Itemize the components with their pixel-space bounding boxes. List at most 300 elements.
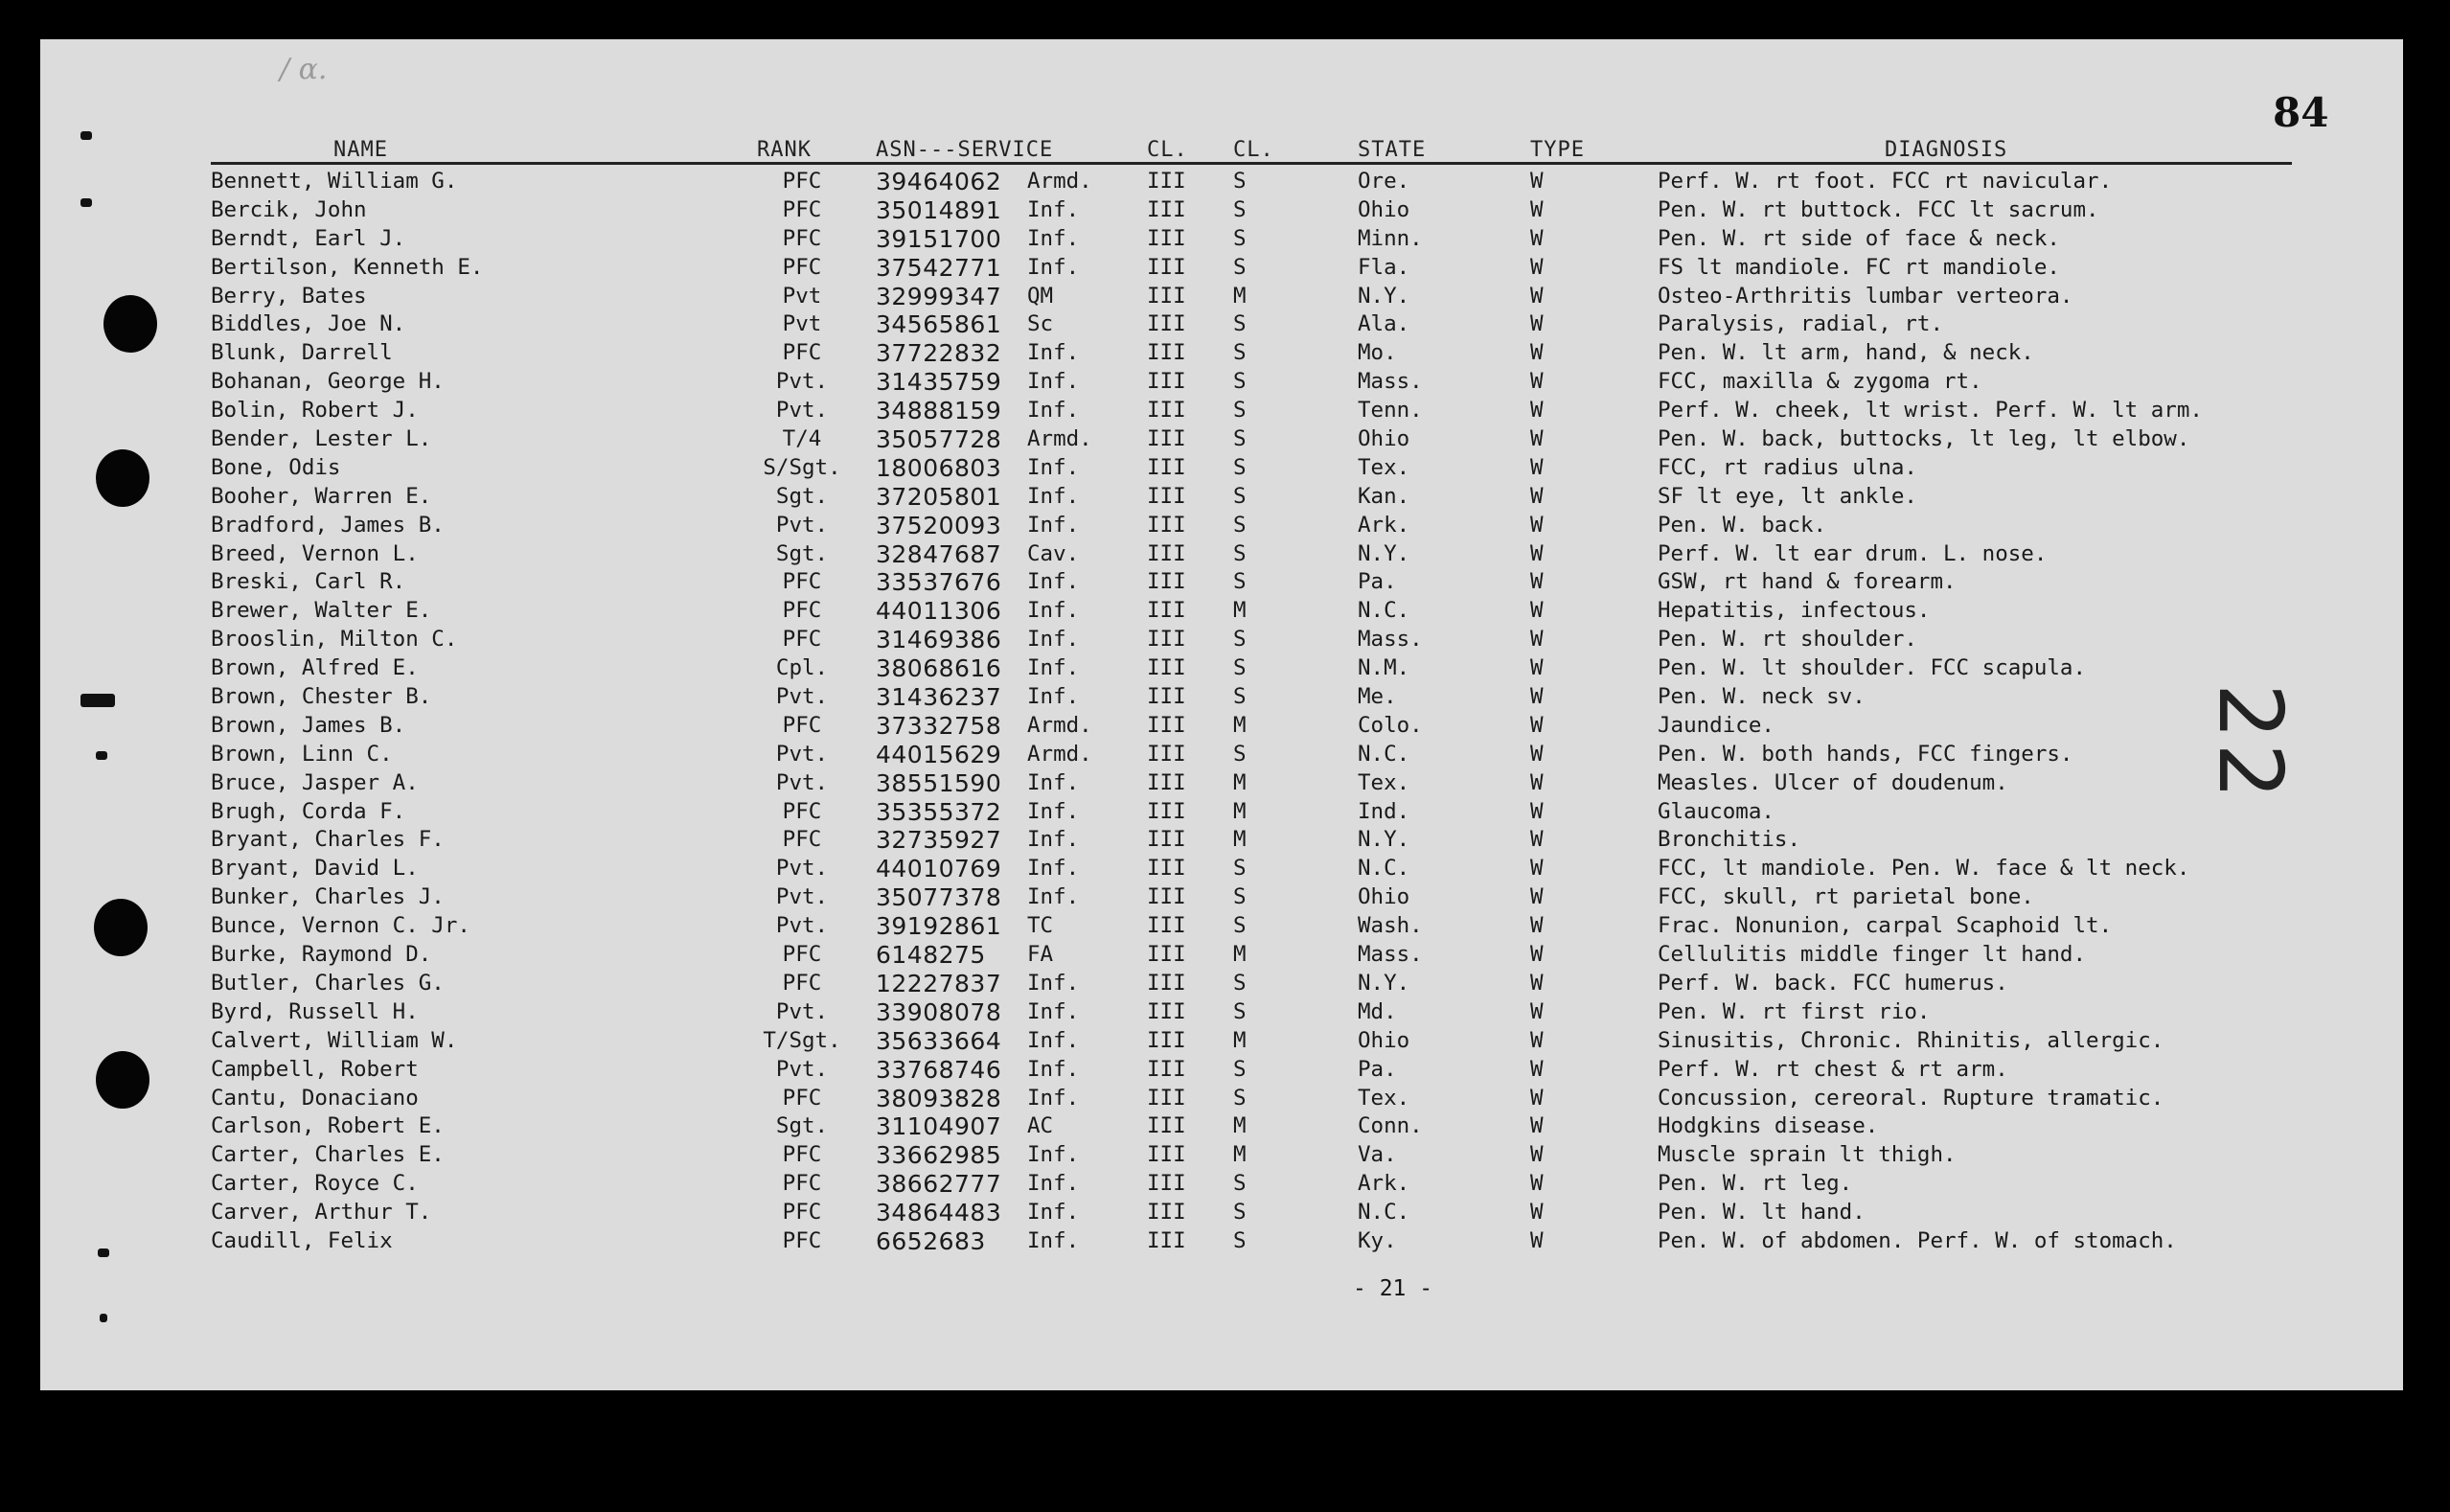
state-cell: Wash. <box>1358 913 1423 939</box>
serial-number-cell: 35014891 <box>876 195 1002 224</box>
service-cell: Inf. <box>1027 1027 1080 1053</box>
name-cell: Bryant, Charles F. <box>211 827 445 853</box>
class-2-cell: S <box>1233 483 1247 509</box>
name-cell: Caudill, Felix <box>211 1227 393 1253</box>
type-cell: W <box>1530 1200 1544 1226</box>
class-1-cell: III <box>1147 1056 1186 1082</box>
name-cell: Brown, James B. <box>211 712 406 738</box>
class-1-cell: III <box>1147 1142 1186 1168</box>
class-1-cell: III <box>1147 998 1186 1024</box>
type-cell: W <box>1530 684 1544 710</box>
type-cell: W <box>1530 655 1544 681</box>
service-cell: Inf. <box>1027 398 1080 424</box>
rank-cell: Pvt <box>782 283 822 309</box>
service-cell: Inf. <box>1027 369 1080 395</box>
serial-number-cell: 31435759 <box>876 368 1002 397</box>
name-cell: Bryant, David L. <box>211 856 419 882</box>
diagnosis-cell: Cellulitis middle finger lt hand. <box>1658 942 2087 968</box>
table-row <box>40 1170 2403 1199</box>
diagnosis-cell: Muscle sprain lt thigh. <box>1658 1142 1957 1168</box>
name-cell: Brewer, Walter E. <box>211 598 432 624</box>
name-cell: Brown, Chester B. <box>211 684 432 710</box>
type-cell: W <box>1530 311 1544 337</box>
state-cell: Md. <box>1358 998 1397 1024</box>
diagnosis-cell: Paralysis, radial, rt. <box>1658 311 1944 337</box>
serial-number-cell: 33908078 <box>876 997 1002 1026</box>
type-cell: W <box>1530 798 1544 824</box>
class-2-cell: S <box>1233 398 1247 424</box>
state-cell: N.C. <box>1358 598 1410 624</box>
diagnosis-cell: Pen. W. back. <box>1658 512 1827 538</box>
diagnosis-cell: Frac. Nonunion, carpal Scaphoid lt. <box>1658 913 2113 939</box>
class-2-cell: S <box>1233 1171 1247 1197</box>
service-cell: Cav. <box>1027 540 1080 566</box>
serial-number-cell: 18006803 <box>876 453 1002 482</box>
table-row <box>40 283 2403 311</box>
rank-cell: S/Sgt. <box>763 454 841 480</box>
class-1-cell: III <box>1147 512 1186 538</box>
service-cell: Inf. <box>1027 598 1080 624</box>
type-cell: W <box>1530 942 1544 968</box>
state-cell: Me. <box>1358 684 1397 710</box>
class-2-cell: M <box>1233 942 1247 968</box>
state-cell: Ark. <box>1358 512 1410 538</box>
class-1-cell: III <box>1147 798 1186 824</box>
diagnosis-cell: Perf. W. cheek, lt wrist. Perf. W. lt arm. <box>1658 398 2203 424</box>
serial-number-cell: 44015629 <box>876 740 1002 768</box>
class-2-cell: S <box>1233 1056 1247 1082</box>
rank-cell: PFC <box>782 1142 822 1168</box>
class-2-cell: S <box>1233 340 1247 366</box>
rank-cell: PFC <box>782 598 822 624</box>
class-1-cell: III <box>1147 569 1186 595</box>
table-row <box>40 512 2403 540</box>
header-rank: RANK <box>757 138 812 162</box>
rank-cell: T/4 <box>782 426 822 452</box>
type-cell: W <box>1530 196 1544 222</box>
serial-number-cell: 37520093 <box>876 511 1002 539</box>
class-2-cell: S <box>1233 913 1247 939</box>
table-row <box>40 826 2403 855</box>
table-row <box>40 970 2403 998</box>
table-row <box>40 1056 2403 1085</box>
service-cell: Inf. <box>1027 827 1080 853</box>
serial-number-cell: 32735927 <box>876 826 1002 855</box>
service-cell: Inf. <box>1027 655 1080 681</box>
type-cell: W <box>1530 712 1544 738</box>
type-cell: W <box>1530 1227 1544 1253</box>
rank-cell: Pvt. <box>775 398 829 424</box>
type-cell: W <box>1530 1085 1544 1111</box>
name-cell: Bennett, William G. <box>211 169 458 194</box>
name-cell: Bruce, Jasper A. <box>211 769 419 795</box>
service-cell: Sc <box>1027 311 1054 337</box>
service-cell: QM <box>1027 283 1054 309</box>
state-cell: N.C. <box>1358 1200 1410 1226</box>
roster-table-body <box>40 168 2403 1256</box>
class-2-cell: S <box>1233 512 1247 538</box>
class-1-cell: III <box>1147 454 1186 480</box>
rank-cell: PFC <box>782 798 822 824</box>
type-cell: W <box>1530 769 1544 795</box>
pencil-mark: / ɑ. <box>280 53 328 86</box>
class-1-cell: III <box>1147 225 1186 251</box>
class-1-cell: III <box>1147 283 1186 309</box>
serial-number-cell: 44010769 <box>876 855 1002 883</box>
name-cell: Bertilson, Kenneth E. <box>211 254 484 280</box>
name-cell: Bolin, Robert J. <box>211 398 419 424</box>
name-cell: Booher, Warren E. <box>211 483 432 509</box>
class-2-cell: S <box>1233 454 1247 480</box>
serial-number-cell: 34888159 <box>876 397 1002 425</box>
serial-number-cell: 12227837 <box>876 969 1002 997</box>
class-1-cell: III <box>1147 1171 1186 1197</box>
type-cell: W <box>1530 1027 1544 1053</box>
table-row <box>40 483 2403 512</box>
state-cell: Tex. <box>1358 454 1410 480</box>
serial-number-cell: 35077378 <box>876 883 1002 912</box>
service-cell: Inf. <box>1027 970 1080 996</box>
class-2-cell: S <box>1233 426 1247 452</box>
rank-cell: PFC <box>782 970 822 996</box>
class-2-cell: S <box>1233 225 1247 251</box>
class-2-cell: M <box>1233 1113 1247 1139</box>
rank-cell: Sgt. <box>775 483 829 509</box>
rank-cell: T/Sgt. <box>763 1027 841 1053</box>
diagnosis-cell: Osteo-Arthritis lumbar verteora. <box>1658 283 2073 309</box>
table-row <box>40 1141 2403 1170</box>
serial-number-cell: 6652683 <box>876 1226 986 1255</box>
serial-number-cell: 33768746 <box>876 1055 1002 1084</box>
name-cell: Bradford, James B. <box>211 512 445 538</box>
class-2-cell: S <box>1233 311 1247 337</box>
diagnosis-cell: FS lt mandiole. FC rt mandiole. <box>1658 254 2060 280</box>
name-cell: Carter, Charles E. <box>211 1142 445 1168</box>
diagnosis-cell: FCC, rt radius ulna. <box>1658 454 1917 480</box>
type-cell: W <box>1530 540 1544 566</box>
rank-cell: Sgt. <box>775 540 829 566</box>
table-row <box>40 683 2403 712</box>
service-cell: Armd. <box>1027 426 1092 452</box>
state-cell: Pa. <box>1358 569 1397 595</box>
serial-number-cell: 33537676 <box>876 568 1002 597</box>
name-cell: Calvert, William W. <box>211 1027 458 1053</box>
service-cell: Inf. <box>1027 798 1080 824</box>
rank-cell: Pvt. <box>775 512 829 538</box>
state-cell: Ala. <box>1358 311 1410 337</box>
class-2-cell: S <box>1233 1200 1247 1226</box>
class-2-cell: M <box>1233 283 1247 309</box>
diagnosis-cell: FCC, lt mandiole. Pen. W. face & lt neck. <box>1658 856 2190 882</box>
service-cell: Inf. <box>1027 454 1080 480</box>
state-cell: N.M. <box>1358 655 1410 681</box>
rank-cell: PFC <box>782 1200 822 1226</box>
class-2-cell: M <box>1233 1027 1247 1053</box>
type-cell: W <box>1530 627 1544 653</box>
name-cell: Berry, Bates <box>211 283 367 309</box>
rank-cell: Pvt. <box>775 998 829 1024</box>
service-cell: Inf. <box>1027 769 1080 795</box>
type-cell: W <box>1530 1113 1544 1139</box>
table-row <box>40 254 2403 283</box>
serial-number-cell: 31436237 <box>876 683 1002 712</box>
table-row <box>40 196 2403 225</box>
class-1-cell: III <box>1147 196 1186 222</box>
diagnosis-cell: Bronchitis. <box>1658 827 1801 853</box>
service-cell: Inf. <box>1027 569 1080 595</box>
table-row <box>40 769 2403 798</box>
serial-number-cell: 35057728 <box>876 425 1002 454</box>
service-cell: TC <box>1027 913 1054 939</box>
class-1-cell: III <box>1147 1200 1186 1226</box>
rank-cell: PFC <box>782 569 822 595</box>
type-cell: W <box>1530 1171 1544 1197</box>
service-cell: AC <box>1027 1113 1054 1139</box>
table-row <box>40 1199 2403 1227</box>
type-cell: W <box>1530 225 1544 251</box>
table-row <box>40 1112 2403 1141</box>
serial-number-cell: 37332758 <box>876 711 1002 740</box>
class-2-cell: S <box>1233 1227 1247 1253</box>
type-cell: W <box>1530 283 1544 309</box>
name-cell: Bunce, Vernon C. Jr. <box>211 913 470 939</box>
state-cell: N.Y. <box>1358 283 1410 309</box>
class-1-cell: III <box>1147 769 1186 795</box>
state-cell: Ore. <box>1358 169 1410 194</box>
type-cell: W <box>1530 1142 1544 1168</box>
name-cell: Campbell, Robert <box>211 1056 419 1082</box>
name-cell: Blunk, Darrell <box>211 340 393 366</box>
state-cell: Tenn. <box>1358 398 1423 424</box>
serial-number-cell: 37722832 <box>876 339 1002 368</box>
class-1-cell: III <box>1147 913 1186 939</box>
serial-number-cell: 31104907 <box>876 1112 1002 1141</box>
rank-cell: PFC <box>782 1227 822 1253</box>
service-cell: Inf. <box>1027 512 1080 538</box>
header-state: STATE <box>1358 138 1427 162</box>
diagnosis-cell: SF lt eye, lt ankle. <box>1658 483 1917 509</box>
service-cell: Inf. <box>1027 1200 1080 1226</box>
table-row <box>40 368 2403 397</box>
diagnosis-cell: Perf. W. back. FCC humerus. <box>1658 970 2008 996</box>
state-cell: Ohio <box>1358 1027 1410 1053</box>
diagnosis-cell: Pen. W. rt shoulder. <box>1658 627 1917 653</box>
type-cell: W <box>1530 856 1544 882</box>
table-row <box>40 597 2403 626</box>
table-row <box>40 855 2403 883</box>
service-cell: Inf. <box>1027 856 1080 882</box>
header-class-2: CL. <box>1233 138 1274 162</box>
class-2-cell: M <box>1233 598 1247 624</box>
type-cell: W <box>1530 369 1544 395</box>
name-cell: Cantu, Donaciano <box>211 1085 419 1111</box>
state-cell: Mo. <box>1358 340 1397 366</box>
class-1-cell: III <box>1147 369 1186 395</box>
class-2-cell: M <box>1233 769 1247 795</box>
class-2-cell: S <box>1233 684 1247 710</box>
class-1-cell: III <box>1147 254 1186 280</box>
rank-cell: PFC <box>782 169 822 194</box>
state-cell: N.Y. <box>1358 970 1410 996</box>
diagnosis-cell: Sinusitis, Chronic. Rhinitis, allergic. <box>1658 1027 2164 1053</box>
state-cell: Mass. <box>1358 627 1423 653</box>
state-cell: Mass. <box>1358 942 1423 968</box>
serial-number-cell: 34565861 <box>876 310 1002 339</box>
service-cell: Inf. <box>1027 1227 1080 1253</box>
class-1-cell: III <box>1147 942 1186 968</box>
rank-cell: PFC <box>782 1171 822 1197</box>
name-cell: Bender, Lester L. <box>211 426 432 452</box>
diagnosis-cell: Pen. W. lt shoulder. FCC scapula. <box>1658 655 2087 681</box>
service-cell: Inf. <box>1027 1085 1080 1111</box>
serial-number-cell: 32847687 <box>876 539 1002 568</box>
rank-cell: Pvt. <box>775 769 829 795</box>
serial-number-cell: 33662985 <box>876 1141 1002 1170</box>
service-cell: Inf. <box>1027 254 1080 280</box>
header-name: NAME <box>333 138 388 162</box>
service-cell: Armd. <box>1027 169 1092 194</box>
table-row <box>40 339 2403 368</box>
service-cell: Inf. <box>1027 483 1080 509</box>
table-row <box>40 626 2403 654</box>
serial-number-cell: 39464062 <box>876 168 1002 195</box>
state-cell: Fla. <box>1358 254 1410 280</box>
table-row <box>40 998 2403 1027</box>
serial-number-cell: 38068616 <box>876 654 1002 683</box>
class-2-cell: M <box>1233 798 1247 824</box>
serial-number-cell: 6148275 <box>876 941 986 970</box>
state-cell: N.Y. <box>1358 827 1410 853</box>
name-cell: Carlson, Robert E. <box>211 1113 445 1139</box>
table-row <box>40 1085 2403 1113</box>
diagnosis-cell: Pen. W. of abdomen. Perf. W. of stomach. <box>1658 1227 2177 1253</box>
header-underline <box>211 162 2292 165</box>
header-class-1: CL. <box>1147 138 1188 162</box>
service-cell: Inf. <box>1027 1171 1080 1197</box>
table-row <box>40 540 2403 569</box>
page-footer: - 21 - <box>1353 1276 1433 1301</box>
name-cell: Butler, Charles G. <box>211 970 445 996</box>
class-2-cell: S <box>1233 169 1247 194</box>
serial-number-cell: 37542771 <box>876 253 1002 282</box>
serial-number-cell: 31469386 <box>876 626 1002 654</box>
serial-number-cell: 37205801 <box>876 482 1002 511</box>
type-cell: W <box>1530 512 1544 538</box>
diagnosis-cell: GSW, rt hand & forearm. <box>1658 569 1957 595</box>
table-row <box>40 1027 2403 1056</box>
table-row <box>40 798 2403 827</box>
rank-cell: PFC <box>782 196 822 222</box>
diagnosis-cell: Pen. W. rt leg. <box>1658 1171 1853 1197</box>
name-cell: Brown, Linn C. <box>211 741 393 767</box>
rank-cell: PFC <box>782 942 822 968</box>
name-cell: Biddles, Joe N. <box>211 311 406 337</box>
class-1-cell: III <box>1147 684 1186 710</box>
type-cell: W <box>1530 454 1544 480</box>
name-cell: Brugh, Corda F. <box>211 798 406 824</box>
state-cell: Ohio <box>1358 884 1410 910</box>
diagnosis-cell: Pen. W. both hands, FCC fingers. <box>1658 741 2073 767</box>
table-row <box>40 741 2403 769</box>
table-row <box>40 654 2403 683</box>
rank-cell: PFC <box>782 627 822 653</box>
diagnosis-cell: Pen. W. lt arm, hand, & neck. <box>1658 340 2034 366</box>
state-cell: Tex. <box>1358 1085 1410 1111</box>
type-cell: W <box>1530 426 1544 452</box>
diagnosis-cell: FCC, skull, rt parietal bone. <box>1658 884 2034 910</box>
table-row <box>40 941 2403 970</box>
serial-number-cell: 34864483 <box>876 1199 1002 1227</box>
state-cell: Ohio <box>1358 426 1410 452</box>
class-1-cell: III <box>1147 311 1186 337</box>
service-cell: Armd. <box>1027 712 1092 738</box>
class-1-cell: III <box>1147 540 1186 566</box>
class-2-cell: S <box>1233 254 1247 280</box>
class-2-cell: M <box>1233 827 1247 853</box>
type-cell: W <box>1530 598 1544 624</box>
diagnosis-cell: Pen. W. back, buttocks, lt leg, lt elbow. <box>1658 426 2190 452</box>
rank-cell: Pvt. <box>775 913 829 939</box>
state-cell: Ind. <box>1358 798 1410 824</box>
class-2-cell: S <box>1233 856 1247 882</box>
class-2-cell: M <box>1233 712 1247 738</box>
class-2-cell: S <box>1233 627 1247 653</box>
rank-cell: PFC <box>782 254 822 280</box>
rank-cell: Cpl. <box>775 655 829 681</box>
service-cell: Inf. <box>1027 196 1080 222</box>
serial-number-cell: 39151700 <box>876 224 1002 253</box>
state-cell: Pa. <box>1358 1056 1397 1082</box>
rank-cell: Pvt <box>782 311 822 337</box>
class-1-cell: III <box>1147 169 1186 194</box>
rank-cell: Pvt. <box>775 856 829 882</box>
diagnosis-cell: Jaundice. <box>1658 712 1775 738</box>
state-cell: Minn. <box>1358 225 1423 251</box>
table-row <box>40 568 2403 597</box>
type-cell: W <box>1530 483 1544 509</box>
diagnosis-cell: Hepatitis, infectous. <box>1658 598 1931 624</box>
class-2-cell: S <box>1233 540 1247 566</box>
serial-number-cell: 38551590 <box>876 768 1002 797</box>
diagnosis-cell: Pen. W. neck sv. <box>1658 684 1866 710</box>
class-1-cell: III <box>1147 1027 1186 1053</box>
name-cell: Burke, Raymond D. <box>211 942 432 968</box>
rank-cell: PFC <box>782 340 822 366</box>
class-1-cell: III <box>1147 884 1186 910</box>
state-cell: Conn. <box>1358 1113 1423 1139</box>
state-cell: Kan. <box>1358 483 1410 509</box>
table-row <box>40 310 2403 339</box>
class-2-cell: S <box>1233 196 1247 222</box>
name-cell: Berndt, Earl J. <box>211 225 406 251</box>
document-page <box>40 39 2403 1390</box>
table-row <box>40 883 2403 912</box>
name-cell: Breski, Carl R. <box>211 569 406 595</box>
name-cell: Breed, Vernon L. <box>211 540 419 566</box>
service-cell: Inf. <box>1027 998 1080 1024</box>
class-1-cell: III <box>1147 340 1186 366</box>
class-1-cell: III <box>1147 483 1186 509</box>
state-cell: Tex. <box>1358 769 1410 795</box>
state-cell: N.C. <box>1358 741 1410 767</box>
class-1-cell: III <box>1147 970 1186 996</box>
service-cell: Inf. <box>1027 1056 1080 1082</box>
table-row <box>40 168 2403 196</box>
service-cell: Inf. <box>1027 627 1080 653</box>
table-row <box>40 425 2403 454</box>
diagnosis-cell: Pen. W. rt first rio. <box>1658 998 1931 1024</box>
serial-number-cell: 44011306 <box>876 597 1002 626</box>
